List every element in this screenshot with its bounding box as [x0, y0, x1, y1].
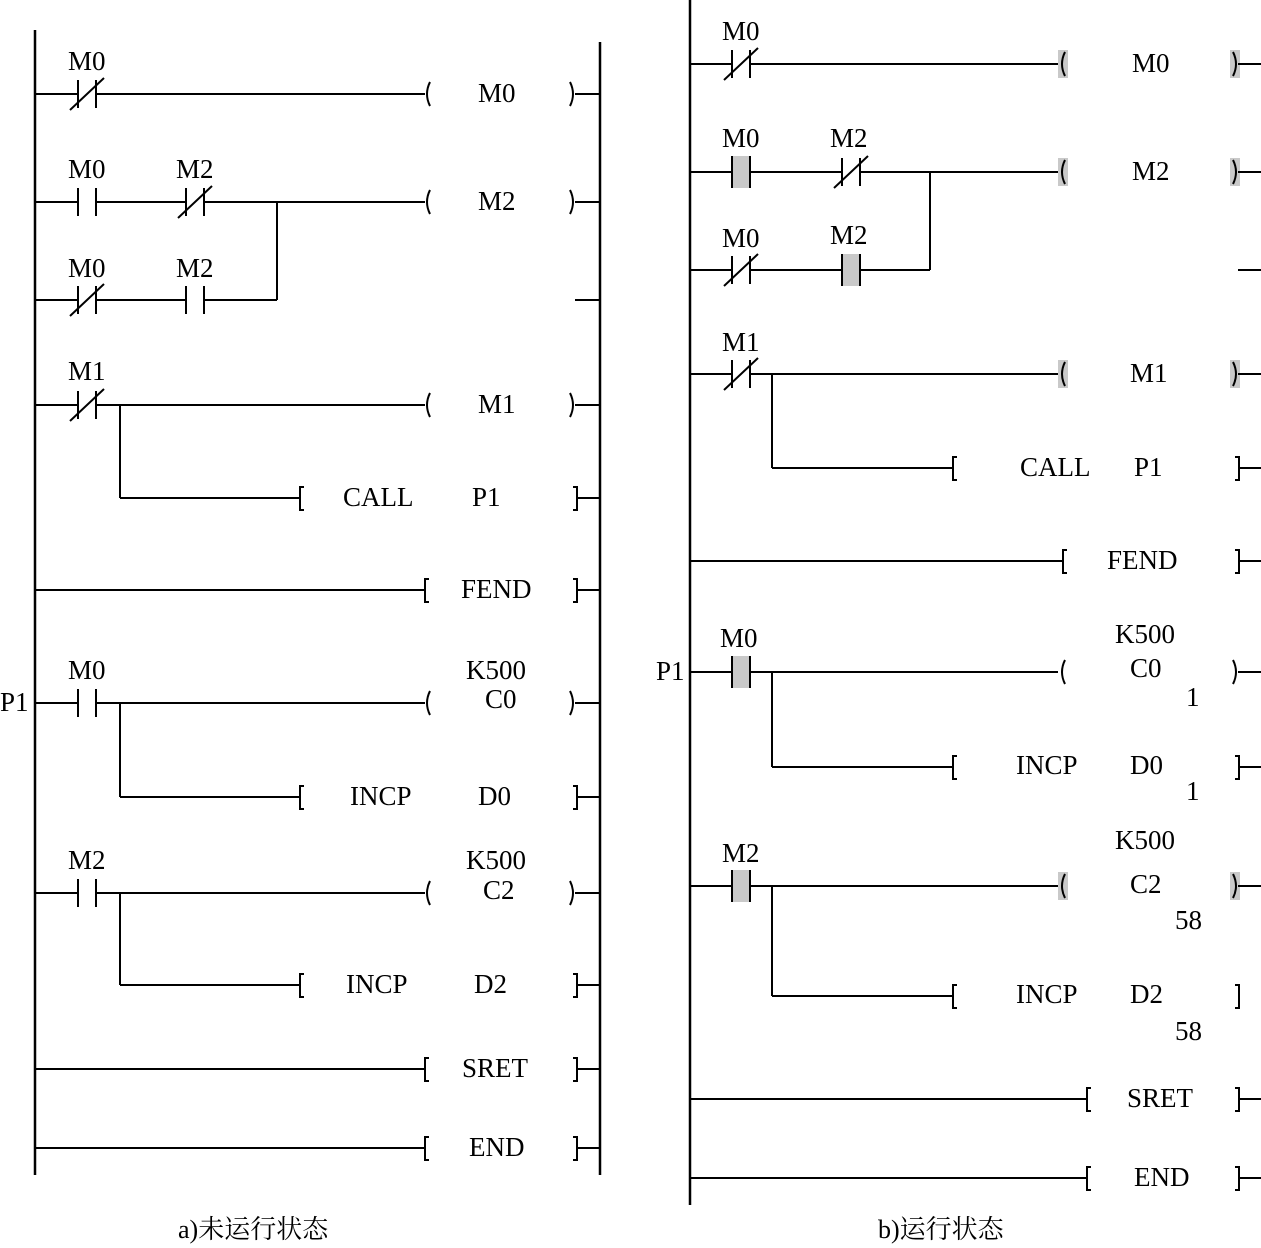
no-contact-energized — [732, 870, 750, 902]
coil-label: M2 — [1132, 156, 1170, 186]
operand-label: D2 — [1130, 979, 1163, 1009]
contact-label: M2 — [68, 845, 106, 875]
no-contact — [78, 689, 96, 717]
contact-label: M0 — [720, 623, 758, 653]
coil-label: C0 — [485, 684, 517, 714]
contact-label: M0 — [722, 16, 760, 46]
coil-label: M0 — [478, 78, 516, 108]
subroutine-label: P1 — [0, 687, 29, 717]
instruction-label: INCP — [1016, 979, 1078, 1009]
rung-end — [35, 1132, 600, 1162]
preset-label: K500 — [466, 845, 526, 875]
contact-label: M0 — [68, 655, 106, 685]
left-diagram — [0, 30, 600, 1244]
current-value: 1 — [1186, 682, 1200, 712]
contact-label: M0 — [722, 223, 760, 253]
rung-sret — [690, 1083, 1261, 1113]
rung-c2 — [35, 845, 600, 999]
operand-label: D0 — [478, 781, 511, 811]
contact-label: M0 — [68, 154, 106, 184]
no-contact — [78, 188, 96, 216]
current-value: 58 — [1175, 1016, 1202, 1046]
no-contact-energized — [732, 156, 750, 188]
contact-label: M2 — [830, 220, 868, 250]
right-diagram — [656, 0, 1261, 1244]
contact-label: M0 — [722, 123, 760, 153]
coil-label: C2 — [483, 875, 515, 905]
instruction-label: SRET — [1127, 1083, 1194, 1113]
no-contact — [78, 879, 96, 907]
contact-label: M1 — [722, 327, 760, 357]
preset-label: K500 — [466, 655, 526, 685]
instruction-label: FEND — [461, 574, 532, 604]
instruction-label: END — [469, 1132, 525, 1162]
contact-label: M2 — [830, 123, 868, 153]
preset-label: K500 — [1115, 825, 1175, 855]
rung-fend — [35, 574, 600, 604]
contact-label: M0 — [68, 46, 106, 76]
coil-label: M1 — [1130, 358, 1168, 388]
instruction-label: CALL — [343, 482, 414, 512]
coil-label: C0 — [1130, 653, 1162, 683]
operand-label: P1 — [1134, 452, 1163, 482]
instruction-label: INCP — [1016, 750, 1078, 780]
rung-m0-self — [690, 16, 1261, 80]
no-contact — [186, 286, 204, 314]
operand-label: P1 — [472, 482, 501, 512]
instruction-label: END — [1134, 1162, 1190, 1192]
rung-c2 — [690, 825, 1261, 1046]
contact-label: M2 — [176, 253, 214, 283]
preset-label: K500 — [1115, 619, 1175, 649]
operand-label: D2 — [474, 969, 507, 999]
rung-m1 — [35, 356, 600, 512]
contact-label: M0 — [68, 253, 106, 283]
instruction-label: CALL — [1020, 452, 1091, 482]
contact-label: M2 — [176, 154, 214, 184]
operand-label: D0 — [1130, 750, 1163, 780]
rung-c0 — [35, 655, 600, 811]
instruction-label: INCP — [346, 969, 408, 999]
instruction-label: INCP — [350, 781, 412, 811]
subroutine-label: P1 — [656, 656, 685, 686]
coil-label: M1 — [478, 389, 516, 419]
caption: b)运行状态 — [878, 1215, 1004, 1244]
rung-m2 — [35, 154, 600, 316]
rung-m2 — [690, 123, 1261, 286]
rung-m1 — [690, 327, 1261, 482]
contact-label: M1 — [68, 356, 106, 386]
rung-c0 — [690, 619, 1261, 806]
instruction-label: SRET — [462, 1053, 529, 1083]
instruction-label: FEND — [1107, 545, 1178, 575]
rung-fend — [690, 545, 1261, 575]
no-contact-energized — [732, 656, 750, 688]
rung-m0-self — [35, 46, 600, 110]
rung-end — [690, 1162, 1261, 1192]
current-value: 58 — [1175, 905, 1202, 935]
contact-label: M2 — [722, 838, 760, 868]
no-contact-energized — [842, 254, 860, 286]
rung-sret — [35, 1053, 600, 1083]
caption: a)未运行状态 — [178, 1215, 329, 1244]
current-value: 1 — [1186, 776, 1200, 806]
coil-label: M2 — [478, 186, 516, 216]
coil-label: M0 — [1132, 48, 1170, 78]
coil-label: C2 — [1130, 869, 1162, 899]
